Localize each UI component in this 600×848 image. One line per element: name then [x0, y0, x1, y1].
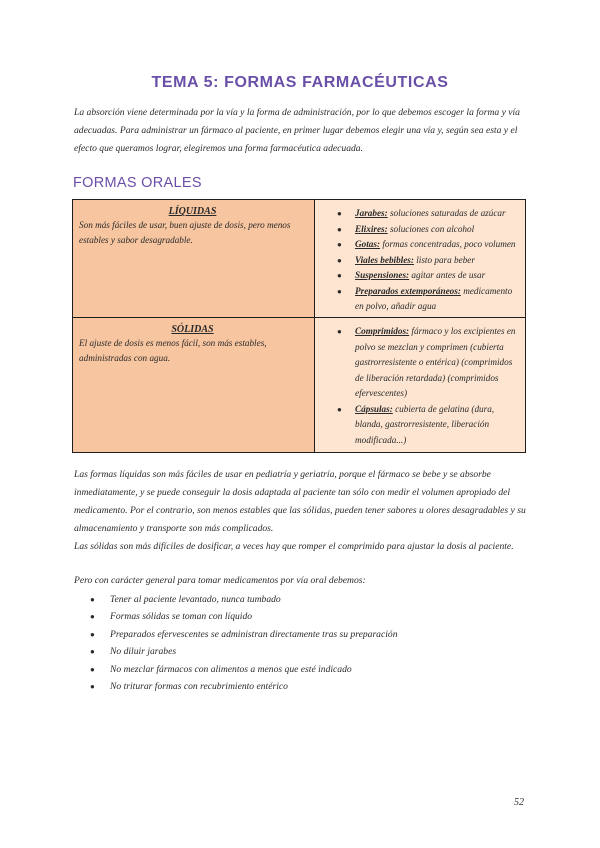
solidas-list-cell	[315, 318, 526, 453]
list-item: ● Gotas: formas concentradas, poco volumen	[355, 237, 517, 253]
liquidas-heading: LÍQUIDAS	[168, 206, 217, 217]
list-item: ● Formas sólidas se toman con líquido	[110, 608, 398, 625]
list-item: ● Viales bebibles: listo para beber	[355, 253, 517, 269]
list-item: ● Jarabes: soluciones saturadas de azúcar	[355, 206, 517, 222]
body-paragraph-1: Las formas líquidas son más fáciles de usar en pediatría y geriatría, porque el fármaco se bebe y se absorbe inmediatamente, y se puede conseguir la dosis adaptada al paciente tan sólo con medir el volumen apropiado del medicamento. Por el contrario, son menos estables que las sólidas, pueden tener sabores u olores desagradables y su almacenamiento y transporte son más complicados.	[74, 469, 526, 534]
liquidas-list	[325, 206, 517, 315]
list-item: ● Preparados extemporáneos: medicamento en polvo, añadir agua	[355, 284, 517, 315]
solidas-cell	[73, 318, 315, 453]
solidas-list	[325, 324, 517, 448]
list-item: ● No triturar formas con recubrimiento entérico	[110, 678, 398, 695]
list-item: ● Elixires: soluciones con alcohol	[355, 222, 517, 238]
oral-forms-table	[72, 199, 526, 453]
body-paragraph-3: Pero con carácter general para tomar medicamentos por vía oral debemos:	[74, 575, 366, 586]
list-item: ● No mezclar fármacos con alimentos a menos que esté indicado	[110, 661, 398, 678]
list-item: ● Preparados efervescentes se administran directamente tras su preparación	[110, 626, 398, 643]
solidas-heading: SÓLIDAS	[171, 324, 214, 335]
list-item: ● No diluir jarabes	[110, 643, 398, 660]
oral-tips-list	[88, 591, 398, 695]
liquidas-description: Son más fáciles de usar, buen ajuste de dosis, pero menos estables y sabor desagradable.	[79, 220, 291, 245]
body-paragraph-2: Las sólidas son más difíciles de dosificar, a veces hay que romper el comprimido para ajustar la dosis al paciente.	[74, 541, 514, 552]
solidas-description: El ajuste de dosis es menos fácil, son más estables, administradas con agua.	[79, 338, 267, 363]
intro-paragraph: La absorción viene determinada por la vía y la forma de administración, por lo que debemos escoger la forma y vía adecuadas. Para administrar un fármaco al paciente, en primer lugar debemos elegir una vía y, según sea esta y el efecto que queramos lograr, elegiremos una forma farmacéutica adecuada.	[74, 107, 520, 154]
list-item: ● Suspensiones: agitar antes de usar	[355, 268, 517, 284]
list-item: ● Tener al paciente levantado, nunca tumbado	[110, 591, 398, 608]
list-item: ● Cápsulas: cubierta de gelatina (dura, blanda, gastrorresistente, liberación modificada...)	[355, 402, 517, 449]
page-title: TEMA 5: FORMAS FARMACÉUTICAS	[151, 74, 449, 91]
liquidas-list-cell	[315, 200, 526, 318]
page-number: 52	[514, 797, 524, 808]
section-title: FORMAS ORALES	[73, 175, 202, 191]
list-item: ● Comprimidos: fármaco y los excipientes en polvo se mezclan y comprimen (cubierta gastrorresistente o entérica) (comprimidos de liberación retardada) (comprimidos efervescentes)	[355, 324, 517, 402]
liquidas-cell	[73, 200, 315, 318]
